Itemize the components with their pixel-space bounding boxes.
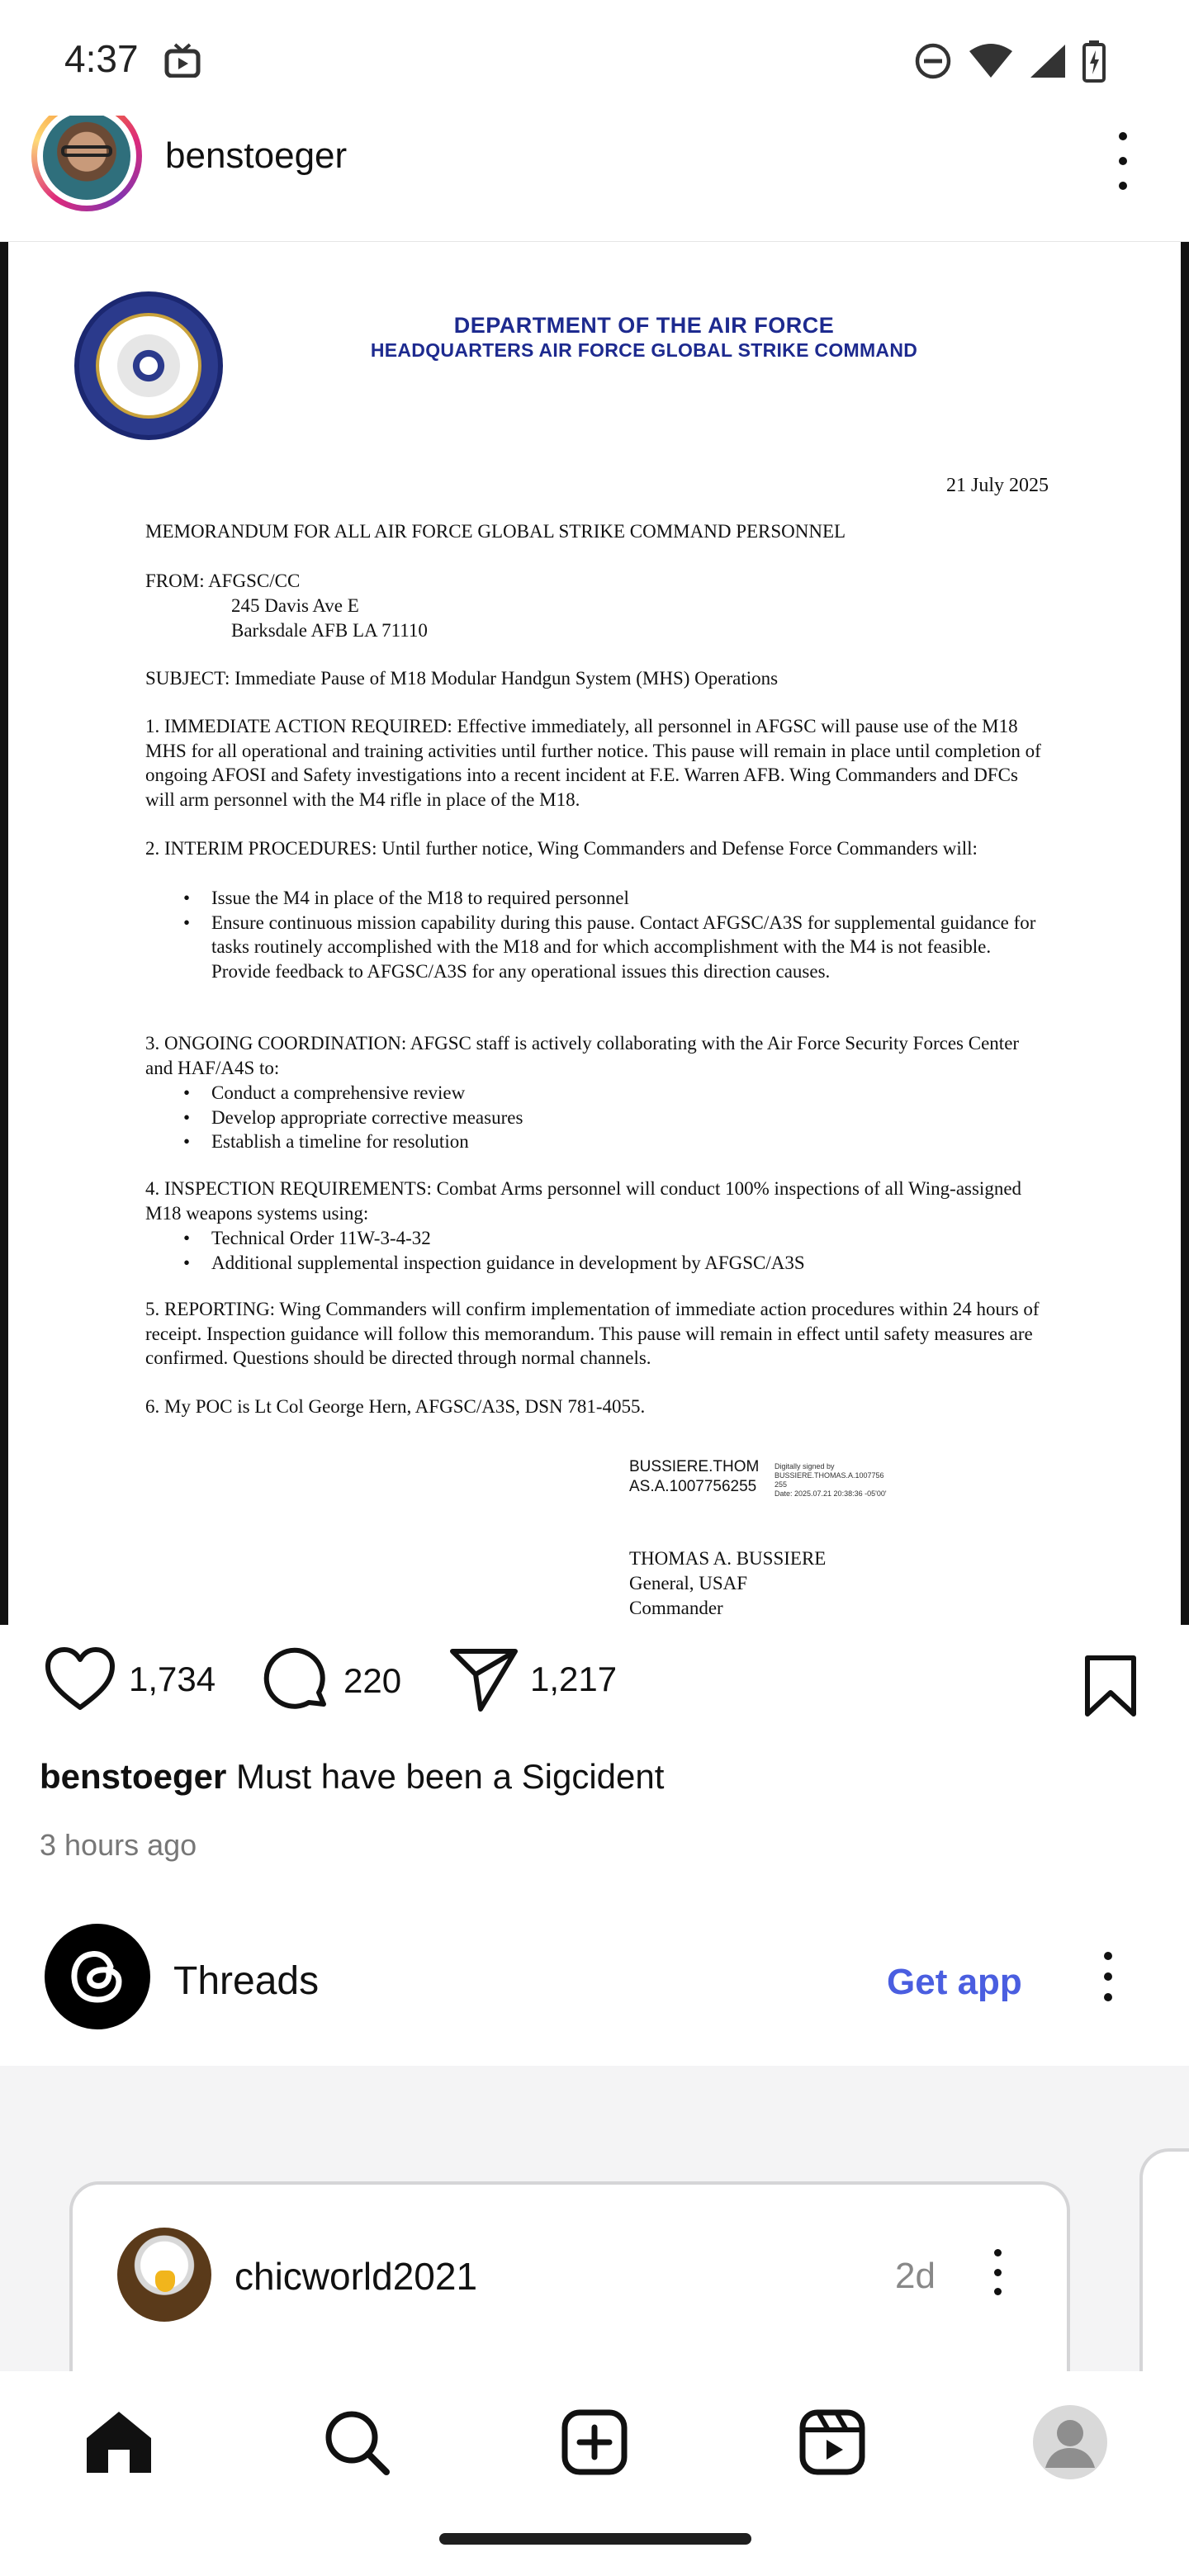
heart-icon	[43, 1646, 117, 1712]
comment-button[interactable]	[263, 1646, 401, 1716]
memo-subject: SUBJECT: Immediate Pause of M18 Modular Handgun System (MHS) Operations	[145, 668, 779, 689]
post-image[interactable]	[0, 241, 1189, 1625]
memo-list-item: • Technical Order 11W-3-4-32	[211, 1226, 1045, 1251]
create-icon[interactable]	[553, 2401, 636, 2484]
more-options-icon[interactable]	[1106, 132, 1139, 190]
post-caption	[40, 1757, 664, 1797]
home-icon[interactable]	[78, 2401, 160, 2484]
battery-charging-icon	[1082, 40, 1106, 83]
profile-icon[interactable]	[1029, 2401, 1111, 2484]
memo-from-addr2: Barksdale AFB LA 71110	[231, 620, 428, 641]
get-app-button[interactable]: Get app	[887, 1962, 1022, 2002]
memo-for: MEMORANDUM FOR ALL AIR FORCE GLOBAL STRIKE COMMAND PERSONNEL	[145, 521, 846, 542]
memo-para-2: 2. INTERIM PROCEDURES: Until further notice, Wing Commanders and Defense Force Commanders will:	[145, 838, 978, 859]
thread-time: 2d	[895, 2256, 936, 2296]
memo-list-item: • Conduct a comprehensive review	[211, 1081, 1045, 1106]
dnd-icon	[913, 41, 953, 81]
avatar[interactable]	[31, 116, 142, 211]
post-actions	[0, 1646, 1189, 1737]
memo-para-6: 6. My POC is Lt Col George Hern, AFGSC/A3S, DSN 781-4055.	[145, 1396, 646, 1417]
bottom-nav	[0, 2371, 1189, 2576]
post-header	[0, 116, 1189, 239]
caption-username[interactable]: benstoeger	[40, 1757, 227, 1796]
send-icon	[449, 1646, 519, 1712]
comment-icon	[263, 1646, 332, 1716]
home-indicator[interactable]	[439, 2533, 751, 2545]
memorandum-document	[8, 242, 1181, 1625]
signal-icon	[1029, 43, 1067, 79]
digital-signature: BUSSIERE.THOM AS.A.1007756255	[629, 1458, 760, 1495]
memo-date: 21 July 2025	[945, 475, 1049, 496]
memo-list-item: • Establish a timeline for resolution	[211, 1129, 1045, 1154]
memo-header-dept: DEPARTMENT OF THE AIR FORCE	[453, 313, 835, 338]
memo-list-item: • Develop appropriate corrective measures	[211, 1106, 1045, 1130]
status-bar	[0, 0, 1189, 116]
search-icon[interactable]	[315, 2401, 398, 2484]
threads-logo-icon	[45, 1924, 150, 2029]
thread-card[interactable]	[69, 2181, 1070, 2371]
memo-list-item: • Ensure continuous mission capability during this pause. Contact AFGSC/A3S for supplemental guidance for tasks routinely accomplished with the M18 and for which accomplishment with the M4 is not feasible. Provide feedback to AFGSC/A3S for any operational issues this direction causes.	[211, 911, 1045, 984]
memo-para-1: 1. IMMEDIATE ACTION REQUIRED: Effective immediately, all personnel in AFGSC will pause use of the M18 MHS for all operational and training activities until further notice. This pause will remain in place until completion of ongoing AFOSI and Safety investigations into a recent incident at F.E. Warren AFB. Wing Commanders and DFCs will arm personnel with the M4 rifle in place of the M18.	[145, 716, 1041, 810]
memo-list-item: • Additional supplemental inspection guidance in development by AFGSC/A3S	[211, 1251, 1045, 1276]
memo-header-hq: HEADQUARTERS AIR FORCE GLOBAL STRIKE COMMAND	[370, 339, 918, 361]
share-button[interactable]	[449, 1646, 617, 1712]
reels-icon[interactable]	[791, 2401, 874, 2484]
status-time: 4:37	[64, 37, 139, 80]
thread-avatar[interactable]	[117, 2228, 211, 2322]
threads-promo	[0, 1924, 1189, 2066]
like-button[interactable]	[43, 1646, 216, 1712]
like-count: 1,734	[129, 1660, 216, 1698]
memo-from: FROM: AFGSC/CC	[145, 571, 301, 591]
memo-list-2	[211, 886, 1045, 983]
threads-name: Threads	[173, 1959, 320, 2003]
share-count: 1,217	[530, 1660, 618, 1698]
post-timestamp: 3 hours ago	[40, 1828, 197, 1862]
memo-para-5: 5. REPORTING: Wing Commanders will confirm implementation of immediate action procedures within 24 hours of receipt. Inspection guidance will follow this memorandum. This pause will remain in effect until safety measures are confirmed. Questions should be directed through normal channels.	[145, 1299, 1040, 1368]
wifi-icon	[968, 43, 1014, 79]
comment-count: 220	[343, 1661, 402, 1700]
signature-name-block: THOMAS A. BUSSIERE General, USAF Commander	[629, 1548, 827, 1618]
post-username[interactable]: benstoeger	[165, 135, 348, 176]
memo-list-3	[211, 1081, 1045, 1154]
thread-more-icon[interactable]	[989, 2249, 1006, 2295]
memo-para-3: 3. ONGOING COORDINATION: AFGSC staff is actively collaborating with the Air Force Security Forces Center and HAF/A4S to:	[145, 1033, 1020, 1078]
bookmark-icon[interactable]	[1083, 1655, 1138, 1721]
memo-list-4	[211, 1226, 1045, 1275]
memo-list-item: • Issue the M4 in place of the M18 to required personnel	[211, 886, 1045, 911]
threads-carousel	[0, 2066, 1189, 2371]
thread-card-next[interactable]	[1139, 2148, 1189, 2371]
digital-signature-details: Digitally signed by BUSSIERE.THOMAS.A.1007756 255 Date: 2025.07.21 20:38:36 -05'00'	[775, 1462, 887, 1498]
memo-from-addr1: 245 Davis Ave E	[231, 595, 359, 616]
threads-more-icon[interactable]	[1100, 1952, 1116, 2001]
thread-username[interactable]: chicworld2021	[234, 2255, 478, 2298]
caption-text: Must have been a Sigcident	[226, 1757, 665, 1796]
tv-icon	[163, 43, 201, 82]
memo-para-4: 4. INSPECTION REQUIREMENTS: Combat Arms personnel will conduct 100% inspections of all Wing-assigned M18 weapons systems using:	[145, 1178, 1022, 1224]
